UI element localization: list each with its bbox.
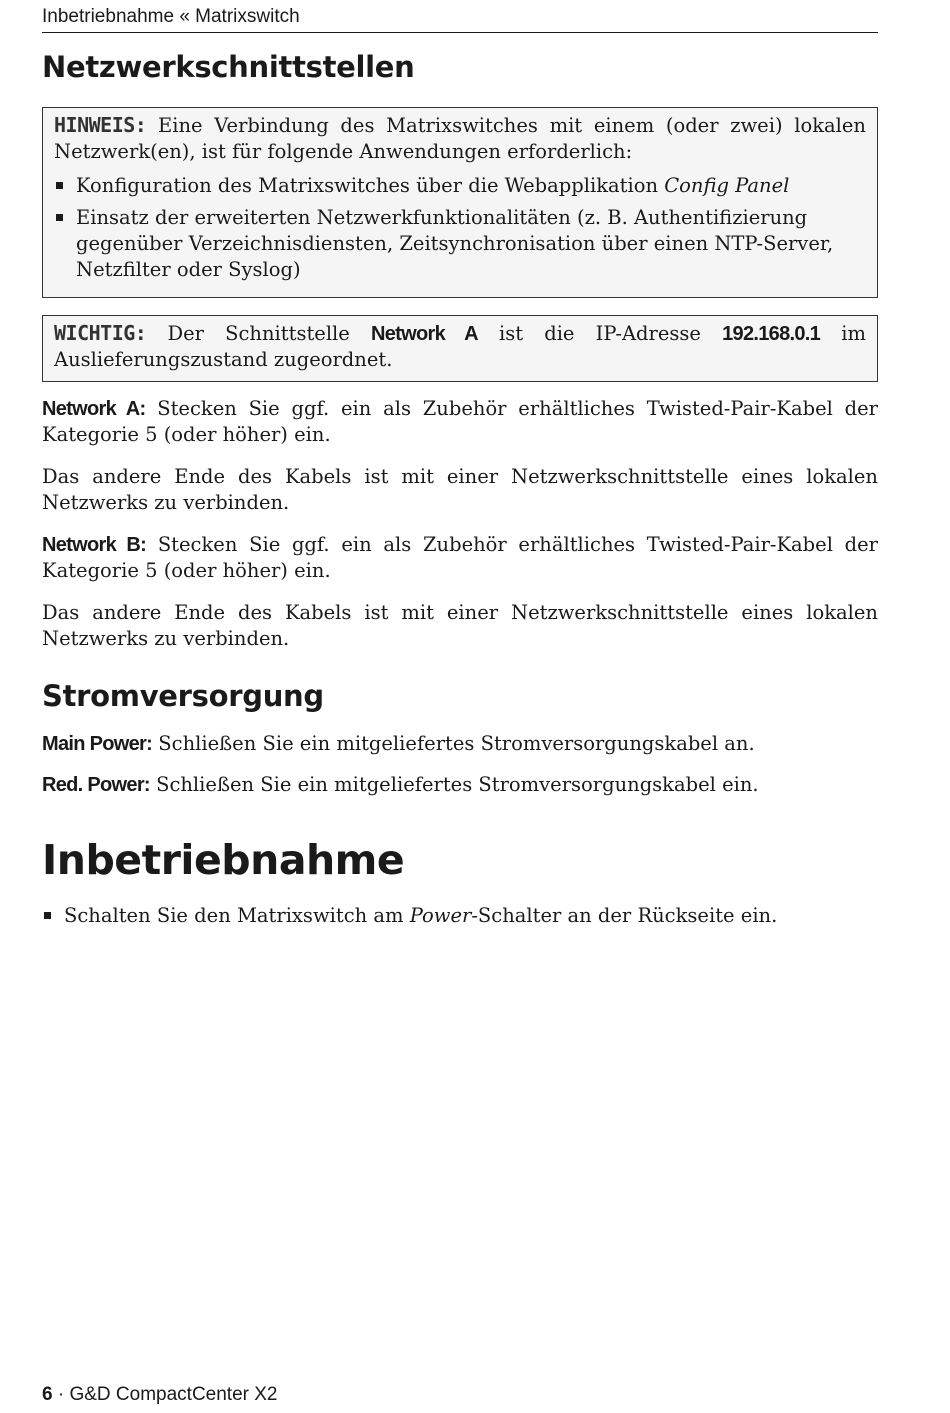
list-item: Konfiguration des Matrixswitches über die Webapplikation Config Panel bbox=[54, 173, 866, 199]
network-a-label: Network A: bbox=[42, 398, 146, 420]
page-number: 6 bbox=[42, 1384, 53, 1405]
port-name: Network A bbox=[371, 323, 478, 345]
list-item: Schalten Sie den Matrixswitch am Power-Schalter an der Rückseite ein. bbox=[42, 903, 878, 929]
network-b-followup: Das andere Ende des Kabels ist mit einer Netzwerkschnittstelle eines lokalen Netzwerks zu verbinden. bbox=[42, 601, 878, 650]
red-power-paragraph: Red. Power: Schließen Sie ein mitgeliefertes Stromversorgungskabel ein. bbox=[42, 773, 759, 796]
app-name: Config Panel bbox=[664, 174, 790, 197]
bullet-square-icon bbox=[56, 182, 63, 189]
product-name: G&D CompactCenter X2 bbox=[69, 1384, 278, 1405]
note-text bbox=[54, 112, 866, 165]
page-footer bbox=[42, 1384, 278, 1406]
note-list bbox=[54, 173, 866, 283]
ip-address: 192.168.0.1 bbox=[722, 323, 821, 345]
bullet-square-icon bbox=[44, 912, 51, 919]
startup-list bbox=[42, 903, 878, 935]
list-item: Einsatz der erweiterten Netzwerkfunktionalitäten (z. B. Authentifizierung gegenüber Verzeichnisdiensten, Zeitsynchronisation über einen NTP-Server, Netzfilter oder Syslog) bbox=[54, 205, 866, 283]
power-switch-name: Power bbox=[409, 904, 472, 927]
heading-power-supply: Stromversorgung bbox=[42, 679, 324, 713]
note-body: Eine Verbindung des Matrixswitches mit einem (oder zwei) lokalen Netzwerk(en), ist für folgende Anwendungen erforderlich: bbox=[54, 114, 866, 163]
main-power-paragraph: Main Power: Schließen Sie ein mitgeliefertes Stromversorgungskabel an. bbox=[42, 732, 755, 755]
network-b-paragraph: Network B: Stecken Sie ggf. ein als Zubehör erhältliches Twisted-Pair-Kabel der Kategorie 5 (oder höher) ein. bbox=[42, 533, 878, 582]
important-label: WICHTIG: bbox=[54, 321, 147, 345]
main-power-label: Main Power: bbox=[42, 733, 153, 755]
network-a-followup: Das andere Ende des Kabels ist mit einer Netzwerkschnittstelle eines lokalen Netzwerks zu verbinden. bbox=[42, 465, 878, 514]
note-box bbox=[42, 107, 878, 298]
bullet-square-icon bbox=[56, 214, 63, 221]
important-box: WICHTIG: Der Schnittstelle Network A ist die IP-Adresse 192.168.0.1 im Auslieferungszustand zugeordnet. bbox=[42, 315, 878, 382]
heading-network-interfaces: Netzwerkschnittstellen bbox=[42, 50, 415, 84]
network-b-label: Network B: bbox=[42, 534, 147, 556]
heading-startup: Inbetriebnahme bbox=[42, 836, 405, 884]
network-a-paragraph: Network A: Stecken Sie ggf. ein als Zubehör erhältliches Twisted-Pair-Kabel der Kategorie 5 (oder höher) ein. bbox=[42, 397, 878, 446]
note-label: HINWEIS: bbox=[54, 113, 147, 137]
running-header: Inbetriebnahme « Matrixswitch bbox=[42, 6, 878, 33]
footer-separator: · bbox=[52, 1384, 70, 1405]
red-power-label: Red. Power: bbox=[42, 774, 150, 796]
